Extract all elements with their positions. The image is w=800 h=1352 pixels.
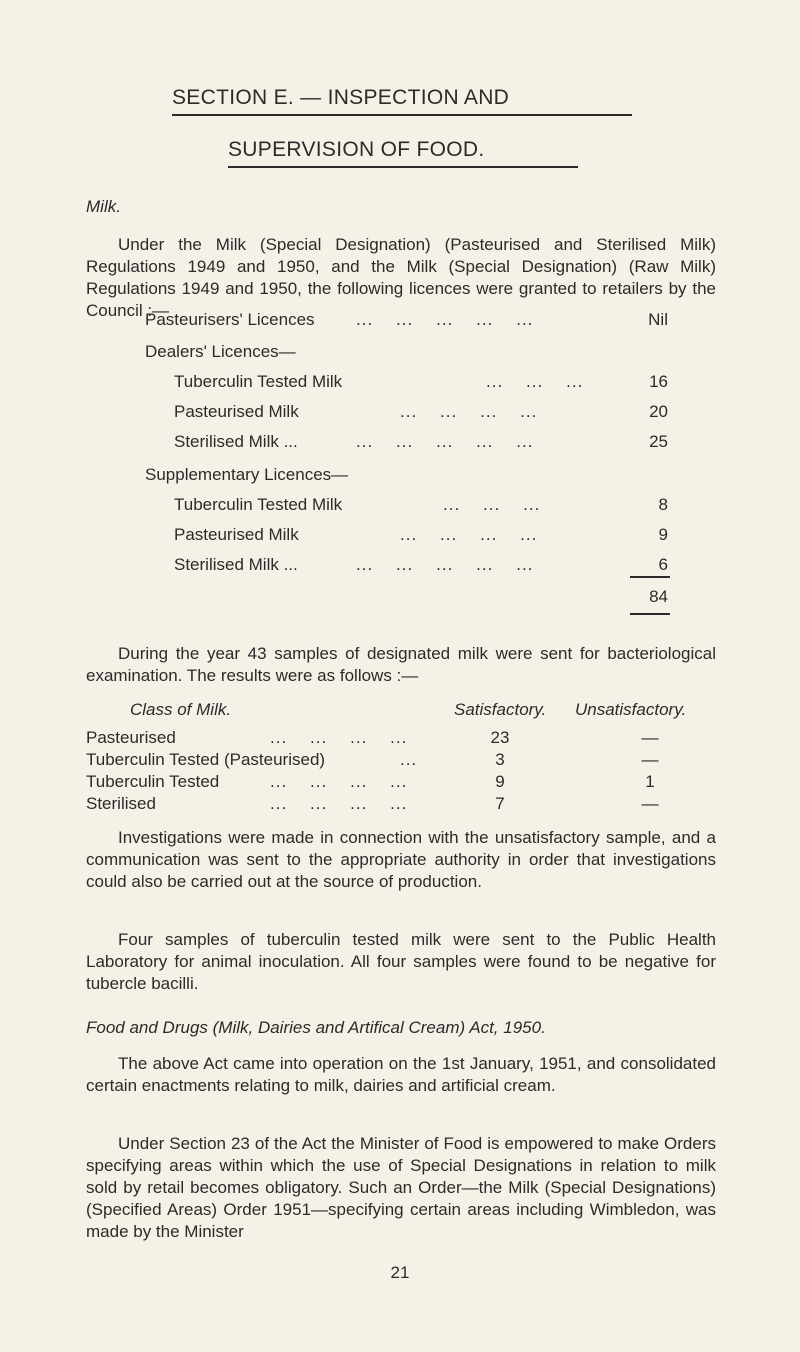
dealers-row-label: Pasteurised Milk	[174, 402, 299, 421]
table-header-class: Class of Milk.	[130, 700, 232, 719]
title-underline-2	[228, 166, 578, 168]
supplementary-row-value: 6	[658, 555, 668, 574]
table-row-satisfactory: 3	[495, 750, 505, 769]
food-and-drugs-paragraph-1: The above Act came into operation on the 1st January, 1951, and consolidated certain enactments relating to milk, dairies and artificial cream.	[86, 1054, 716, 1095]
supplementary-row-label: Tuberculin Tested Milk	[174, 495, 343, 514]
leader-dots: ... ... ...	[486, 372, 584, 391]
table-row-class: Tuberculin Tested	[86, 772, 220, 791]
page-number: 21	[390, 1263, 410, 1282]
supplementary-licences-heading: Supplementary Licences—	[145, 465, 349, 484]
section-title-line2: SUPERVISION OF FOOD.	[228, 138, 485, 161]
dealers-row-label: Tuberculin Tested Milk	[174, 372, 343, 391]
pasteurisers-licences-label: Pasteurisers' Licences	[145, 310, 315, 329]
leader-dots: ... ... ... ... ...	[356, 555, 534, 574]
milk-intro-paragraph: Under the Milk (Special Designation) (Pasteurised and Sterilised Milk) Regulations 1949 and 1950, and the Milk (Special Designation) (Raw Milk) Regulations 1949 and 1950, the following licences were granted to retailers by the Council :—	[86, 235, 716, 320]
supplementary-row-value: 9	[658, 525, 668, 544]
leader-dots: ... ... ... ...	[270, 794, 408, 813]
leader-dots: ...	[400, 750, 418, 769]
leader-dots: ... ... ... ... ...	[356, 310, 534, 329]
leader-dots: ... ... ... ...	[270, 728, 408, 747]
leader-dots: ... ... ... ...	[400, 402, 538, 421]
table-row-unsatisfactory: —	[641, 794, 659, 813]
table-row-satisfactory: 23	[490, 728, 510, 747]
food-and-drugs-paragraph-2: Under Section 23 of the Act the Minister of Food is empowered to make Orders specifying areas within which the use of Special Designations in relation to milk sold by retail becomes obligatory. Such an Order—the Milk (Special Designations) (Specified Areas) Order 1951—specifying certain areas including Wimbledon, was made by the Minister	[86, 1134, 716, 1241]
dealers-row-label: Sterilised Milk ...	[174, 432, 298, 451]
four-samples-paragraph: Four samples of tuberculin tested milk were sent to the Public Health Laboratory for animal inoculation. All four samples were found to be negative for tubercle bacilli.	[86, 930, 716, 993]
supplementary-row-label: Pasteurised Milk	[174, 525, 299, 544]
leader-dots: ... ... ... ...	[400, 525, 538, 544]
licences-total: 84	[649, 587, 668, 606]
dealers-row-value: 16	[649, 372, 668, 391]
title-underline-1	[172, 114, 632, 116]
total-rule-top	[630, 576, 670, 578]
total-rule-bottom	[630, 613, 670, 615]
table-header-unsatisfactory: Unsatisfactory.	[575, 700, 687, 719]
investigations-paragraph: Investigations were made in connection with the unsatisfactory sample, and a communication was sent to the appropriate authority in order that investigations could also be carried out at the source of production.	[86, 828, 716, 891]
milk-heading: Milk.	[86, 197, 121, 216]
table-row-class: Pasteurised	[86, 728, 176, 747]
table-row-unsatisfactory: 1	[645, 772, 655, 791]
samples-intro-paragraph: During the year 43 samples of designated milk were sent for bacteriological examination. The results were as follows :—	[86, 644, 716, 685]
leader-dots: ... ... ... ...	[270, 772, 408, 791]
table-row-class: Sterilised	[86, 794, 156, 813]
supplementary-row-value: 8	[658, 495, 668, 514]
dealers-row-value: 25	[649, 432, 668, 451]
pasteurisers-licences-value: Nil	[648, 310, 668, 329]
table-row-satisfactory: 9	[495, 772, 505, 791]
leader-dots: ... ... ... ... ...	[356, 432, 534, 451]
table-row-satisfactory: 7	[495, 794, 505, 813]
dealers-row-value: 20	[649, 402, 668, 421]
section-title-line1: SECTION E. — INSPECTION AND	[172, 86, 510, 109]
dealers-licences-heading: Dealers' Licences—	[145, 342, 296, 361]
supplementary-row-label: Sterilised Milk ...	[174, 555, 298, 574]
table-row-class: Tuberculin Tested (Pasteurised)	[86, 750, 326, 769]
leader-dots: ... ... ...	[443, 495, 541, 514]
table-row-unsatisfactory: —	[641, 728, 659, 747]
food-and-drugs-heading: Food and Drugs (Milk, Dairies and Artifical Cream) Act, 1950.	[86, 1018, 546, 1037]
table-row-unsatisfactory: —	[641, 750, 659, 769]
table-header-satisfactory: Satisfactory.	[454, 700, 547, 719]
